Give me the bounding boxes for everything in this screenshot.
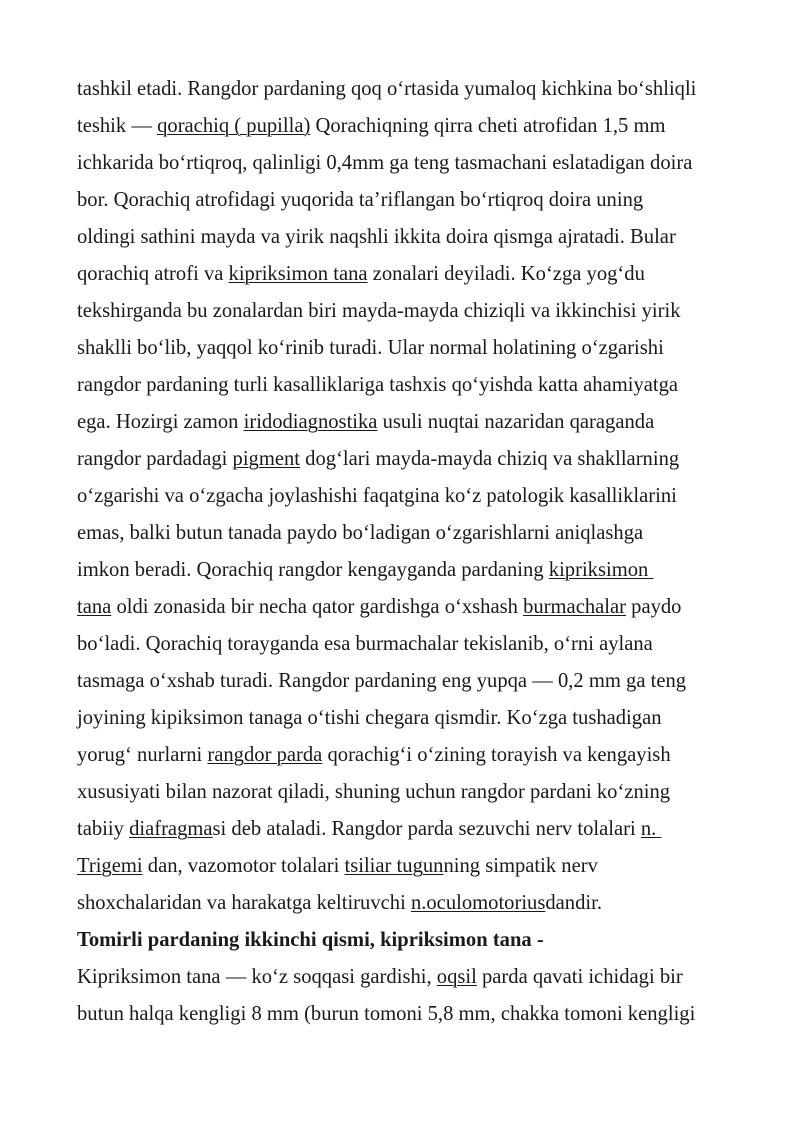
text-segment: parda qavati ichidagi bir [476, 966, 683, 988]
text-segment: bor. Qorachiq atrofidagi yuqorida taʼriflangan boʻrtiqroq doira uning [77, 189, 644, 211]
text-segment: zonalari deyiladi. Koʻzga yogʻdu [367, 263, 645, 285]
text-line [77, 515, 737, 552]
text-line [77, 441, 737, 478]
text-segment: dan, vazomotor tolalari [142, 855, 345, 877]
text-line [77, 589, 737, 626]
text-segment: joyining kipiksimon tanaga oʻtishi chegara qismdir. Koʻzga tushadigan [77, 707, 662, 729]
text-line [77, 663, 737, 700]
text-line [77, 552, 737, 589]
text-segment: oʻzgarishi va oʻzgacha joylashishi faqatgina koʻz patologik kasalliklarini [77, 485, 677, 507]
text-line [77, 108, 737, 145]
text-segment: imkon beradi. Qorachiq rangdor kengayganda pardaning [77, 559, 549, 581]
text-segment: boʻladi. Qorachiq torayganda esa burmachalar tekislanib, oʻrni aylana [77, 633, 653, 655]
hyperlink[interactable]: n. [640, 818, 662, 840]
text-segment: si deb ataladi. Rangdor parda sezuvchi nerv tolalari [212, 818, 641, 840]
text-line [77, 996, 737, 1033]
text-line [77, 71, 737, 108]
text-segment: tashkil etadi. Rangdor pardaning qoq oʻrtasida yumaloq kichkina boʻshliqli [77, 78, 697, 100]
text-segment: oldi zonasida bir necha qator gardishga oʻxshash [111, 596, 524, 618]
text-line [77, 293, 737, 330]
text-line [77, 885, 737, 922]
text-segment: rangdor pardadagi [77, 448, 233, 470]
text-segment: butun halqa kengligi 8 mm (burun tomoni 5,8 mm, chakka tomoni kengligi [77, 1003, 696, 1025]
text-line [77, 626, 737, 663]
hyperlink[interactable]: kipriksimon tana [228, 263, 368, 285]
hyperlink[interactable]: qorachiq ( pupilla) [157, 115, 311, 137]
text-segment: dogʻlari mayda-mayda chiziq va shakllarning [300, 448, 680, 470]
text-line [77, 256, 737, 293]
body-text [77, 71, 737, 1033]
text-segment: qorachiq atrofi va [77, 263, 229, 285]
text-segment: xususiyati bilan nazorat qiladi, shuning uchun rangdor pardani koʻzning [77, 781, 671, 803]
text-segment: paydo [626, 596, 682, 618]
text-line [77, 774, 737, 811]
hyperlink[interactable]: tsiliar tugun [344, 855, 444, 877]
section-heading [77, 922, 737, 959]
text-segment: ichkarida boʻrtiqroq, qalinligi 0,4mm ga teng tasmachani eslatadigan doira [77, 152, 693, 174]
text-segment: shoxchalaridan va harakatga keltiruvchi [77, 892, 411, 914]
text-line [77, 404, 737, 441]
hyperlink[interactable]: oqsil [436, 966, 477, 988]
hyperlink[interactable]: Trigemi [77, 855, 143, 877]
text-segment: oldingi sathini mayda va yirik naqshli ikkita doira qismga ajratadi. Bular [77, 226, 676, 248]
text-segment: ning simpatik nerv [443, 855, 598, 877]
text-line [77, 330, 737, 367]
hyperlink[interactable]: n.oculomotorius [410, 892, 546, 914]
hyperlink[interactable]: rangdor parda [207, 744, 323, 766]
text-segment: dandir. [545, 892, 602, 914]
text-segment: ega. Hozirgi zamon [77, 411, 244, 433]
text-segment: rangdor pardaning turli kasalliklariga tashxis qoʻyishda katta ahamiyatga [77, 374, 679, 396]
text-segment: tekshirganda bu zonalardan biri mayda-mayda chiziqli va ikkinchisi yirik [77, 300, 681, 322]
text-line [77, 811, 737, 848]
text-line [77, 219, 737, 256]
text-line [77, 182, 737, 219]
text-segment: Tomirli pardaning ikkinchi qismi, kipriksimon tana - [77, 929, 544, 951]
text-segment: emas, balki butun tanada paydo boʻladigan oʻzgarishlarni aniqlashga [77, 522, 644, 544]
hyperlink[interactable]: burmachalar [523, 596, 626, 618]
text-segment: teshik — [77, 115, 158, 137]
text-segment: Kipriksimon tana — koʻz soqqasi gardishi, [77, 966, 437, 988]
text-line [77, 959, 737, 996]
text-line [77, 700, 737, 737]
text-line [77, 737, 737, 774]
hyperlink[interactable]: pigment [232, 448, 301, 470]
hyperlink[interactable]: kipriksimon [548, 559, 654, 581]
text-segment: usuli nuqtai nazaridan qaraganda [377, 411, 655, 433]
text-segment: tabiiy [77, 818, 130, 840]
text-segment: Qorachiqning qirra cheti atrofidan 1,5 mm [310, 115, 666, 137]
text-segment: tasmaga oʻxshab turadi. Rangdor pardaning eng yupqa — 0,2 mm ga teng [77, 670, 687, 692]
hyperlink[interactable]: diafragma [129, 818, 213, 840]
text-line [77, 145, 737, 182]
text-line [77, 367, 737, 404]
text-line [77, 478, 737, 515]
hyperlink[interactable]: tana [77, 596, 112, 618]
text-segment: qorachigʻi oʻzining torayish va kengayish [322, 744, 671, 766]
text-segment: yorugʻ nurlarni [77, 744, 208, 766]
hyperlink[interactable]: iridodiagnostika [243, 411, 378, 433]
text-line [77, 848, 737, 885]
text-segment: shaklli boʻlib, yaqqol koʻrinib turadi. Ular normal holatining oʻzgarishi [77, 337, 664, 359]
